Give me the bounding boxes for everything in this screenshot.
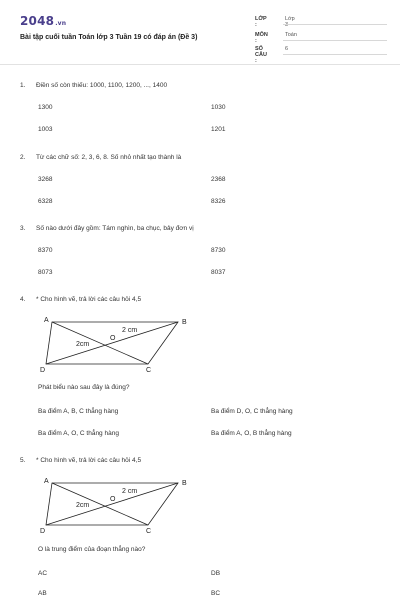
worksheet-header [0,0,400,65]
q4-option-c[interactable]: Ba điểm A, O, C thẳng hàng [38,430,119,437]
question-text: Từ các chữ số: 2, 3, 6, 8. Số nhỏ nhất tạo thành là [36,154,182,161]
q4-prompt: Phát biểu nào sau đây là đúng? [38,384,130,391]
q3-option-c[interactable]: 8073 [38,269,53,276]
label-a: A [44,317,49,324]
label-a: A [44,478,49,485]
q5-option-c[interactable]: AB [38,590,47,597]
q4-option-b[interactable]: Ba điểm D, O, C thẳng hàng [211,408,293,415]
q2-option-c[interactable]: 6328 [38,198,53,205]
label-o: O [110,496,116,503]
q1-option-b[interactable]: 1030 [211,104,226,111]
q4-option-d[interactable]: Ba điểm A, O, B thẳng hàng [211,430,292,437]
question-number: 1. [20,82,26,89]
parallelogram-figure [38,312,198,374]
label-b: B [182,480,187,487]
label-b: B [182,319,187,326]
q5-prompt: O là trung điểm của đoạn thẳng nào? [38,546,146,553]
q2-option-a[interactable]: 3268 [38,176,53,183]
worksheet-title: Bài tập cuối tuần Toán lớp 3 Tuần 19 có đáp án (Đề 3) [20,34,198,41]
q5-option-b[interactable]: DB [211,570,221,577]
question-text: * Cho hình vẽ, trả lời các câu hỏi 4,5 [36,296,142,303]
question-number: 5. [20,457,26,464]
q4-option-a[interactable]: Ba điểm A, B, C thẳng hàng [38,408,119,415]
length-label-left: 2cm [76,341,90,348]
question-number: 4. [20,296,26,303]
q3-option-b[interactable]: 8730 [211,247,226,254]
length-label-top: 2 cm [122,327,138,334]
parallelogram-figure [38,473,198,535]
meta-divider [283,54,387,55]
meta-divider [283,24,387,25]
q1-option-c[interactable]: 1003 [38,126,53,133]
label-o: O [110,335,116,342]
q5-option-d[interactable]: BC [211,590,221,597]
meta-count-value: 6 [285,46,289,52]
site-logo[interactable] [20,14,66,28]
q2-option-b[interactable]: 2368 [211,176,226,183]
q1-option-d[interactable]: 1201 [211,126,226,133]
length-label-left: 2cm [76,502,90,509]
q5-option-a[interactable]: AC [38,570,48,577]
meta-class-key: LỚP : [255,16,267,28]
label-c: C [146,367,152,374]
logo-suffix: .vn [55,20,67,27]
meta-divider [283,40,387,41]
label-c: C [146,528,152,535]
meta-subject-value: Toán [285,32,297,38]
question-number: 2. [20,154,26,161]
q2-option-d[interactable]: 8326 [211,198,226,205]
question-text: * Cho hình vẽ, trả lời các câu hỏi 4,5 [36,457,142,464]
q1-option-a[interactable]: 1300 [38,104,53,111]
meta-subject-key: MÔN : [255,32,268,44]
question-text: Số nào dưới đây gồm: Tám nghìn, ba chục, bảy đơn vị [36,225,194,232]
q3-option-d[interactable]: 8037 [211,269,226,276]
label-d: D [40,528,46,535]
logo-main: 2048 [20,14,55,28]
meta-count-key: SỐ CÂU : [255,46,267,64]
question-text: Điền số còn thiếu: 1000, 1100, 1200, ..., 1400 [36,82,168,89]
q3-option-a[interactable]: 8370 [38,247,53,254]
question-number: 3. [20,225,26,232]
meta-class-value: Lớp 3 [285,16,295,28]
length-label-top: 2 cm [122,488,138,495]
label-d: D [40,367,46,374]
